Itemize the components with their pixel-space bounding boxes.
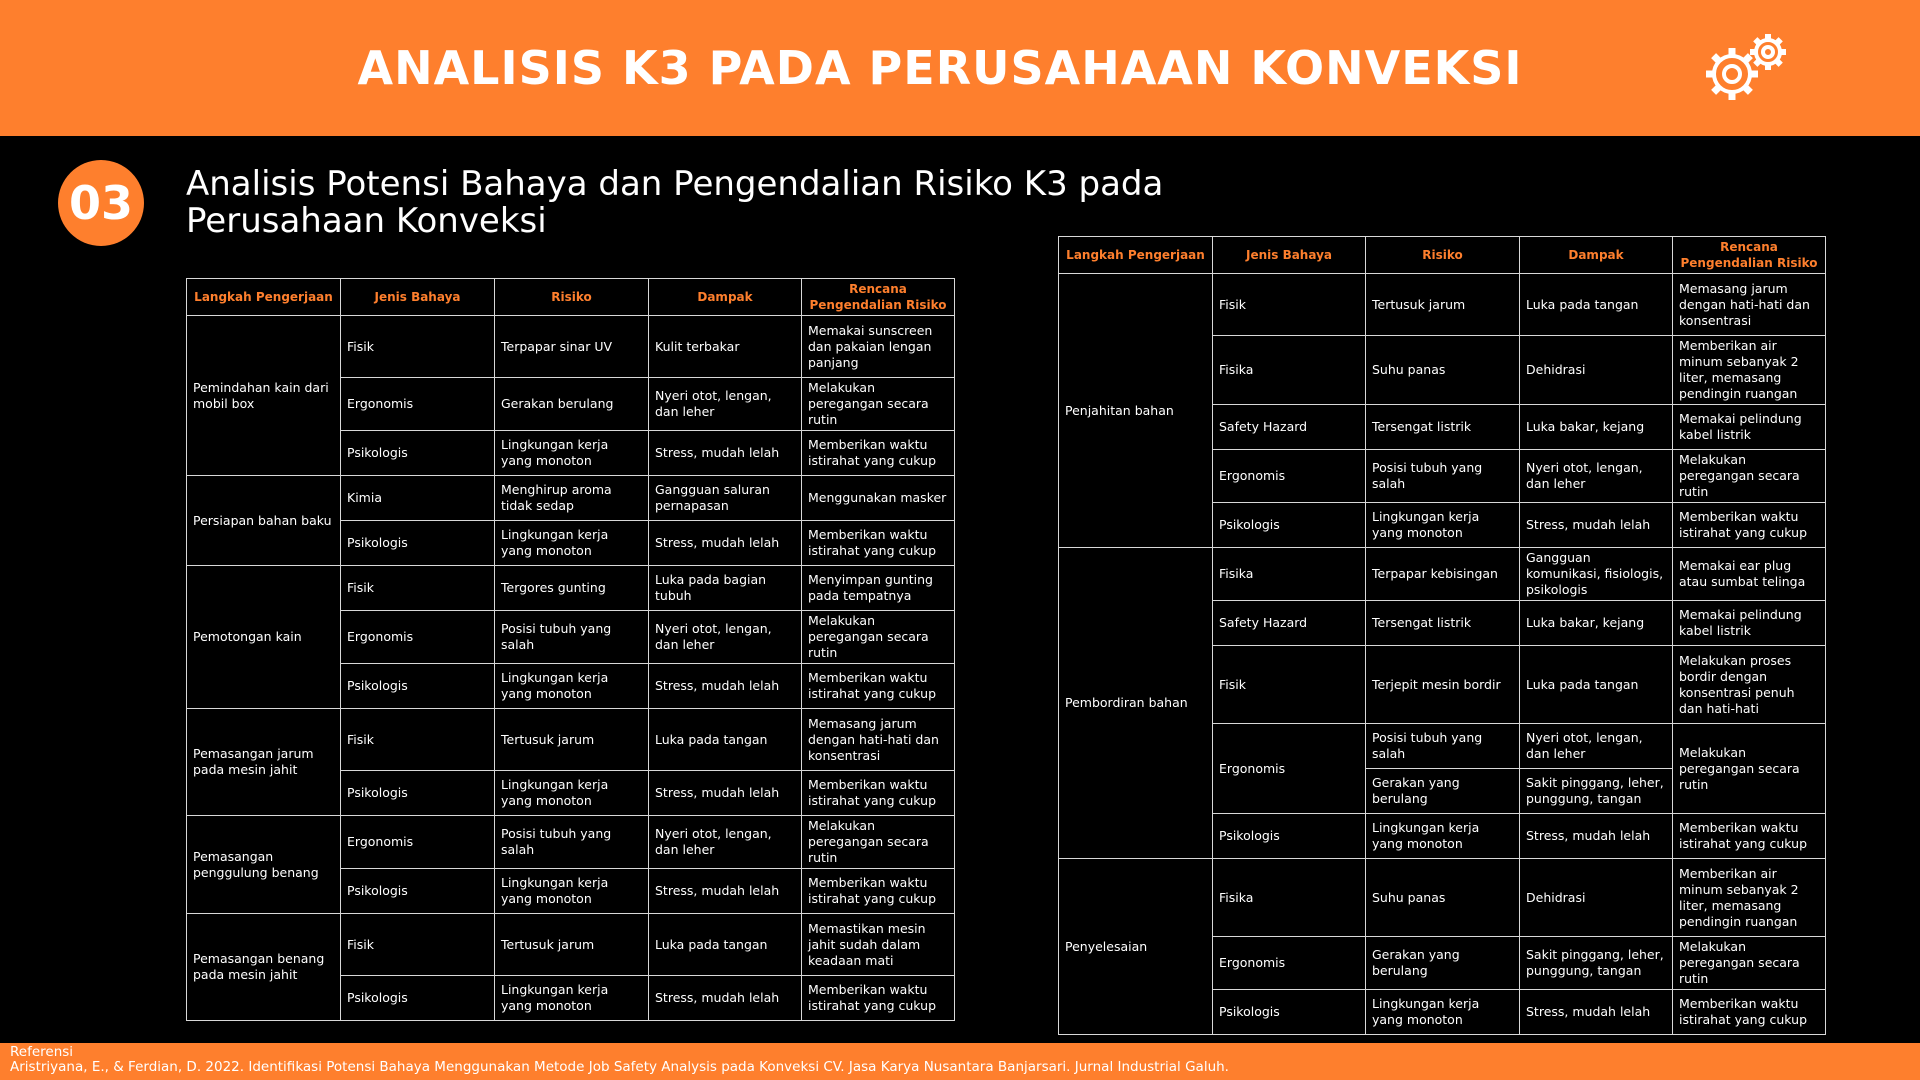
- hazard-type-cell: Psikologis: [341, 431, 495, 476]
- risk-cell: Menghirup aroma tidak sedap: [495, 476, 649, 521]
- hazard-type-cell: Kimia: [341, 476, 495, 521]
- impact-cell: Dehidrasi: [1520, 859, 1673, 937]
- hazard-type-cell: Fisika: [1213, 548, 1366, 601]
- impact-cell: Luka bakar, kejang: [1520, 601, 1673, 646]
- control-plan-cell: Memasang jarum dengan hati-hati dan konsentrasi: [1673, 274, 1826, 336]
- table-header-row: [187, 279, 955, 316]
- impact-cell: Luka bakar, kejang: [1520, 405, 1673, 450]
- step-cell: Pemotongan kain: [187, 566, 341, 709]
- column-header: Rencana Pengendalian Risiko: [802, 279, 955, 316]
- column-header: Langkah Pengerjaan: [187, 279, 341, 316]
- hazard-type-cell: Psikologis: [1213, 814, 1366, 859]
- column-header: Dampak: [649, 279, 802, 316]
- table-row: [187, 316, 955, 378]
- column-header: Risiko: [1366, 237, 1520, 274]
- risk-cell: Posisi tubuh yang salah: [1366, 450, 1520, 503]
- risk-cell: Posisi tubuh yang salah: [1366, 724, 1520, 769]
- control-plan-cell: Memberikan waktu istirahat yang cukup: [802, 521, 955, 566]
- impact-cell: Luka pada tangan: [1520, 646, 1673, 724]
- impact-cell: Luka pada tangan: [649, 914, 802, 976]
- step-cell: Pemasangan penggulung benang: [187, 816, 341, 914]
- hazard-table-left: [186, 278, 955, 1021]
- step-cell: Penjahitan bahan: [1059, 274, 1213, 548]
- impact-cell: Luka pada bagian tubuh: [649, 566, 802, 611]
- impact-cell: Nyeri otot, lengan, dan leher: [649, 816, 802, 869]
- control-plan-cell: Melakukan peregangan secara rutin: [1673, 450, 1826, 503]
- impact-cell: Stress, mudah lelah: [649, 869, 802, 914]
- control-plan-cell: Melakukan peregangan secara rutin: [1673, 937, 1826, 990]
- step-cell: Pembordiran bahan: [1059, 548, 1213, 859]
- risk-cell: Gerakan berulang: [495, 378, 649, 431]
- table-row: [1059, 859, 1826, 937]
- control-plan-cell: Memberikan air minum sebanyak 2 liter, memasang pendingin ruangan: [1673, 336, 1826, 405]
- risk-cell: Suhu panas: [1366, 859, 1520, 937]
- control-plan-cell: Memakai pelindung kabel listrik: [1673, 405, 1826, 450]
- hazard-type-cell: Psikologis: [1213, 503, 1366, 548]
- column-header: Rencana Pengendalian Risiko: [1673, 237, 1826, 274]
- table-row: [187, 566, 955, 611]
- hazard-type-cell: Psikologis: [1213, 990, 1366, 1035]
- control-plan-cell: Melakukan peregangan secara rutin: [802, 378, 955, 431]
- hazard-type-cell: Ergonomis: [1213, 937, 1366, 990]
- risk-cell: Gerakan yang berulang: [1366, 937, 1520, 990]
- table-header-row: [1059, 237, 1826, 274]
- hazard-type-cell: Ergonomis: [341, 816, 495, 869]
- impact-cell: Luka pada tangan: [1520, 274, 1673, 336]
- hazard-type-cell: Fisik: [1213, 274, 1366, 336]
- control-plan-cell: Melakukan peregangan secara rutin: [1673, 724, 1826, 814]
- hazard-type-cell: Fisik: [341, 566, 495, 611]
- risk-cell: Lingkungan kerja yang monoton: [495, 976, 649, 1021]
- hazard-type-cell: Fisik: [341, 316, 495, 378]
- column-header: Langkah Pengerjaan: [1059, 237, 1213, 274]
- hazard-type-cell: Psikologis: [341, 521, 495, 566]
- impact-cell: Stress, mudah lelah: [649, 976, 802, 1021]
- control-plan-cell: Memberikan waktu istirahat yang cukup: [1673, 990, 1826, 1035]
- impact-cell: Luka pada tangan: [649, 709, 802, 771]
- step-cell: Penyelesaian: [1059, 859, 1213, 1035]
- table-row: [187, 709, 955, 771]
- risk-cell: Posisi tubuh yang salah: [495, 816, 649, 869]
- reference-citation: Aristriyana, E., & Ferdian, D. 2022. Identifikasi Potensi Bahaya Menggunakan Metode Job Safety Analysis pada Konveksi CV. Jasa Karya Nusantara Banjarsari. Jurnal Industrial Galuh.: [10, 1059, 1229, 1075]
- hazard-type-cell: Fisik: [1213, 646, 1366, 724]
- control-plan-cell: Memakai pelindung kabel listrik: [1673, 601, 1826, 646]
- hazard-type-cell: Psikologis: [341, 664, 495, 709]
- hazard-type-cell: Safety Hazard: [1213, 405, 1366, 450]
- gears-icon: [1700, 28, 1796, 108]
- control-plan-cell: Memberikan waktu istirahat yang cukup: [1673, 503, 1826, 548]
- control-plan-cell: Memberikan waktu istirahat yang cukup: [802, 869, 955, 914]
- table-row: [187, 914, 955, 976]
- risk-cell: Terjepit mesin bordir: [1366, 646, 1520, 724]
- risk-cell: Terpapar kebisingan: [1366, 548, 1520, 601]
- control-plan-cell: Melakukan proses bordir dengan konsentrasi penuh dan hati-hati: [1673, 646, 1826, 724]
- risk-cell: Tertusuk jarum: [495, 914, 649, 976]
- hazard-type-cell: Fisika: [1213, 336, 1366, 405]
- section-title-line1: Analisis Potensi Bahaya dan Pengendalian Risiko K3 pada: [186, 164, 1164, 204]
- risk-cell: Posisi tubuh yang salah: [495, 611, 649, 664]
- impact-cell: Nyeri otot, lengan, dan leher: [1520, 450, 1673, 503]
- risk-cell: Tertusuk jarum: [1366, 274, 1520, 336]
- control-plan-cell: Memberikan waktu istirahat yang cukup: [802, 976, 955, 1021]
- hazard-type-cell: Ergonomis: [341, 378, 495, 431]
- step-cell: Pemasangan benang pada mesin jahit: [187, 914, 341, 1021]
- column-header: Jenis Bahaya: [1213, 237, 1366, 274]
- step-cell: Persiapan bahan baku: [187, 476, 341, 566]
- control-plan-cell: Memberikan air minum sebanyak 2 liter, memasang pendingin ruangan: [1673, 859, 1826, 937]
- impact-cell: Nyeri otot, lengan, dan leher: [649, 611, 802, 664]
- risk-cell: Gerakan yang berulang: [1366, 769, 1520, 814]
- hazard-type-cell: Fisik: [341, 709, 495, 771]
- impact-cell: Sakit pinggang, leher, punggung, tangan: [1520, 937, 1673, 990]
- risk-cell: Suhu panas: [1366, 336, 1520, 405]
- risk-cell: Tertusuk jarum: [495, 709, 649, 771]
- header-bar: [0, 0, 1920, 136]
- impact-cell: Stress, mudah lelah: [649, 431, 802, 476]
- hazard-type-cell: Safety Hazard: [1213, 601, 1366, 646]
- control-plan-cell: Memberikan waktu istirahat yang cukup: [802, 771, 955, 816]
- impact-cell: Stress, mudah lelah: [649, 771, 802, 816]
- risk-cell: Lingkungan kerja yang monoton: [495, 664, 649, 709]
- risk-cell: Lingkungan kerja yang monoton: [495, 771, 649, 816]
- section-number-badge: 03: [58, 160, 144, 246]
- hazard-type-cell: Fisika: [1213, 859, 1366, 937]
- table-row: [1059, 548, 1826, 601]
- risk-cell: Lingkungan kerja yang monoton: [495, 869, 649, 914]
- step-cell: Pemindahan kain dari mobil box: [187, 316, 341, 476]
- table-row: [187, 816, 955, 869]
- impact-cell: Stress, mudah lelah: [649, 521, 802, 566]
- control-plan-cell: Memastikan mesin jahit sudah dalam keadaan mati: [802, 914, 955, 976]
- control-plan-cell: Memberikan waktu istirahat yang cukup: [802, 431, 955, 476]
- hazard-type-cell: Psikologis: [341, 976, 495, 1021]
- hazard-type-cell: Ergonomis: [341, 611, 495, 664]
- step-cell: Pemasangan jarum pada mesin jahit: [187, 709, 341, 816]
- risk-cell: Tersengat listrik: [1366, 405, 1520, 450]
- impact-cell: Nyeri otot, lengan, dan leher: [1520, 724, 1673, 769]
- risk-cell: Tergores gunting: [495, 566, 649, 611]
- risk-cell: Tersengat listrik: [1366, 601, 1520, 646]
- impact-cell: Gangguan komunikasi, fisiologis, psikologis: [1520, 548, 1673, 601]
- section-title: [186, 166, 1286, 240]
- control-plan-cell: Memberikan waktu istirahat yang cukup: [1673, 814, 1826, 859]
- risk-cell: Terpapar sinar UV: [495, 316, 649, 378]
- section-title-line2: Perusahaan Konveksi: [186, 201, 547, 241]
- control-plan-cell: Melakukan peregangan secara rutin: [802, 816, 955, 869]
- impact-cell: Gangguan saluran pernapasan: [649, 476, 802, 521]
- risk-cell: Lingkungan kerja yang monoton: [1366, 990, 1520, 1035]
- footer-reference: [0, 1043, 1920, 1080]
- risk-cell: Lingkungan kerja yang monoton: [1366, 503, 1520, 548]
- impact-cell: Stress, mudah lelah: [1520, 814, 1673, 859]
- control-plan-cell: Menyimpan gunting pada tempatnya: [802, 566, 955, 611]
- hazard-type-cell: Psikologis: [341, 771, 495, 816]
- page-title: ANALISIS K3 PADA PERUSAHAAN KONVEKSI: [357, 41, 1523, 95]
- impact-cell: Stress, mudah lelah: [649, 664, 802, 709]
- risk-cell: Lingkungan kerja yang monoton: [1366, 814, 1520, 859]
- control-plan-cell: Memasang jarum dengan hati-hati dan konsentrasi: [802, 709, 955, 771]
- control-plan-cell: Menggunakan masker: [802, 476, 955, 521]
- control-plan-cell: Memakai ear plug atau sumbat telinga: [1673, 548, 1826, 601]
- impact-cell: Nyeri otot, lengan, dan leher: [649, 378, 802, 431]
- reference-label: Referensi: [10, 1044, 74, 1060]
- hazard-type-cell: Psikologis: [341, 869, 495, 914]
- hazard-type-cell: Ergonomis: [1213, 724, 1366, 814]
- column-header: Dampak: [1520, 237, 1673, 274]
- control-plan-cell: Melakukan peregangan secara rutin: [802, 611, 955, 664]
- risk-cell: Lingkungan kerja yang monoton: [495, 521, 649, 566]
- control-plan-cell: Memberikan waktu istirahat yang cukup: [802, 664, 955, 709]
- table-row: [1059, 274, 1826, 336]
- table-row: [187, 476, 955, 521]
- control-plan-cell: Memakai sunscreen dan pakaian lengan panjang: [802, 316, 955, 378]
- hazard-type-cell: Ergonomis: [1213, 450, 1366, 503]
- column-header: Risiko: [495, 279, 649, 316]
- hazard-table-right: [1058, 236, 1826, 1035]
- hazard-type-cell: Fisik: [341, 914, 495, 976]
- impact-cell: Stress, mudah lelah: [1520, 990, 1673, 1035]
- impact-cell: Kulit terbakar: [649, 316, 802, 378]
- impact-cell: Dehidrasi: [1520, 336, 1673, 405]
- risk-cell: Lingkungan kerja yang monoton: [495, 431, 649, 476]
- impact-cell: Stress, mudah lelah: [1520, 503, 1673, 548]
- impact-cell: Sakit pinggang, leher, punggung, tangan: [1520, 769, 1673, 814]
- column-header: Jenis Bahaya: [341, 279, 495, 316]
